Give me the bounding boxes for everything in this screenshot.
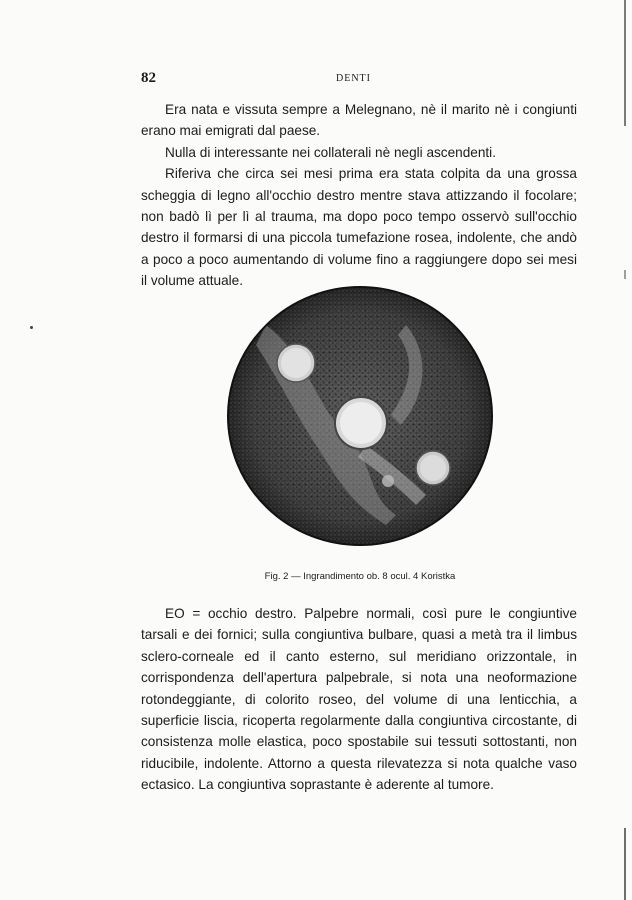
paragraph: Era nata e vissuta sempre a Melegnano, nè il marito nè i congiunti erano mai emigrati dal paese. (141, 102, 577, 139)
paragraph: Nulla di interessante nei collaterali nè negli ascendenti. (165, 144, 496, 160)
paragraph: EO = occhio destro. Palpebre normali, così pure le congiuntive tarsali e dei fornici; sulla congiuntiva bulbare, quasi a metà tra il limbus sclero-corneale ed il canto esterno, sul meridiano orizzontale, in corrispondenza dell'apertura palpebrale, si nota una neoformazione rotondeggiante, di colorito roseo, del volume di una lenticchia, a superficie liscia, ricoperta regolarmente dalla congiuntiva circostante, di consistenza molle elastica, poco spostabile sui tessuti sottostanti, non riducibile, indolente. Attorno a questa rilevatezza si nota qualche vaso ectasico. La congiuntiva soprastante è aderente al tumore. (141, 606, 577, 793)
micrograph-image (226, 285, 494, 547)
scan-edge-line (624, 0, 626, 900)
scan-speck (30, 326, 33, 329)
figure-caption: Fig. 2 — Ingrandimento ob. 8 ocul. 4 Koristka (264, 571, 456, 582)
text-block-top (141, 99, 577, 292)
paragraph: Riferiva che circa sei mesi prima era stata colpita da una grossa scheggia di legno all'occhio destro mentre stava attizzando il focolare; non badò lì per lì al trauma, ma dopo poco tempo osservò sull'occhio destro il formarsi di una piccola tumefazione rosea, indolente, che andò a poco a poco aumentando di volume fino a raggiungere dopo sei mesi il volume attuale. (141, 166, 577, 289)
text-block-bottom (141, 603, 577, 796)
running-head: DENTI (336, 73, 371, 84)
page-number: 82 (141, 70, 156, 86)
micrograph-figure (226, 285, 494, 547)
